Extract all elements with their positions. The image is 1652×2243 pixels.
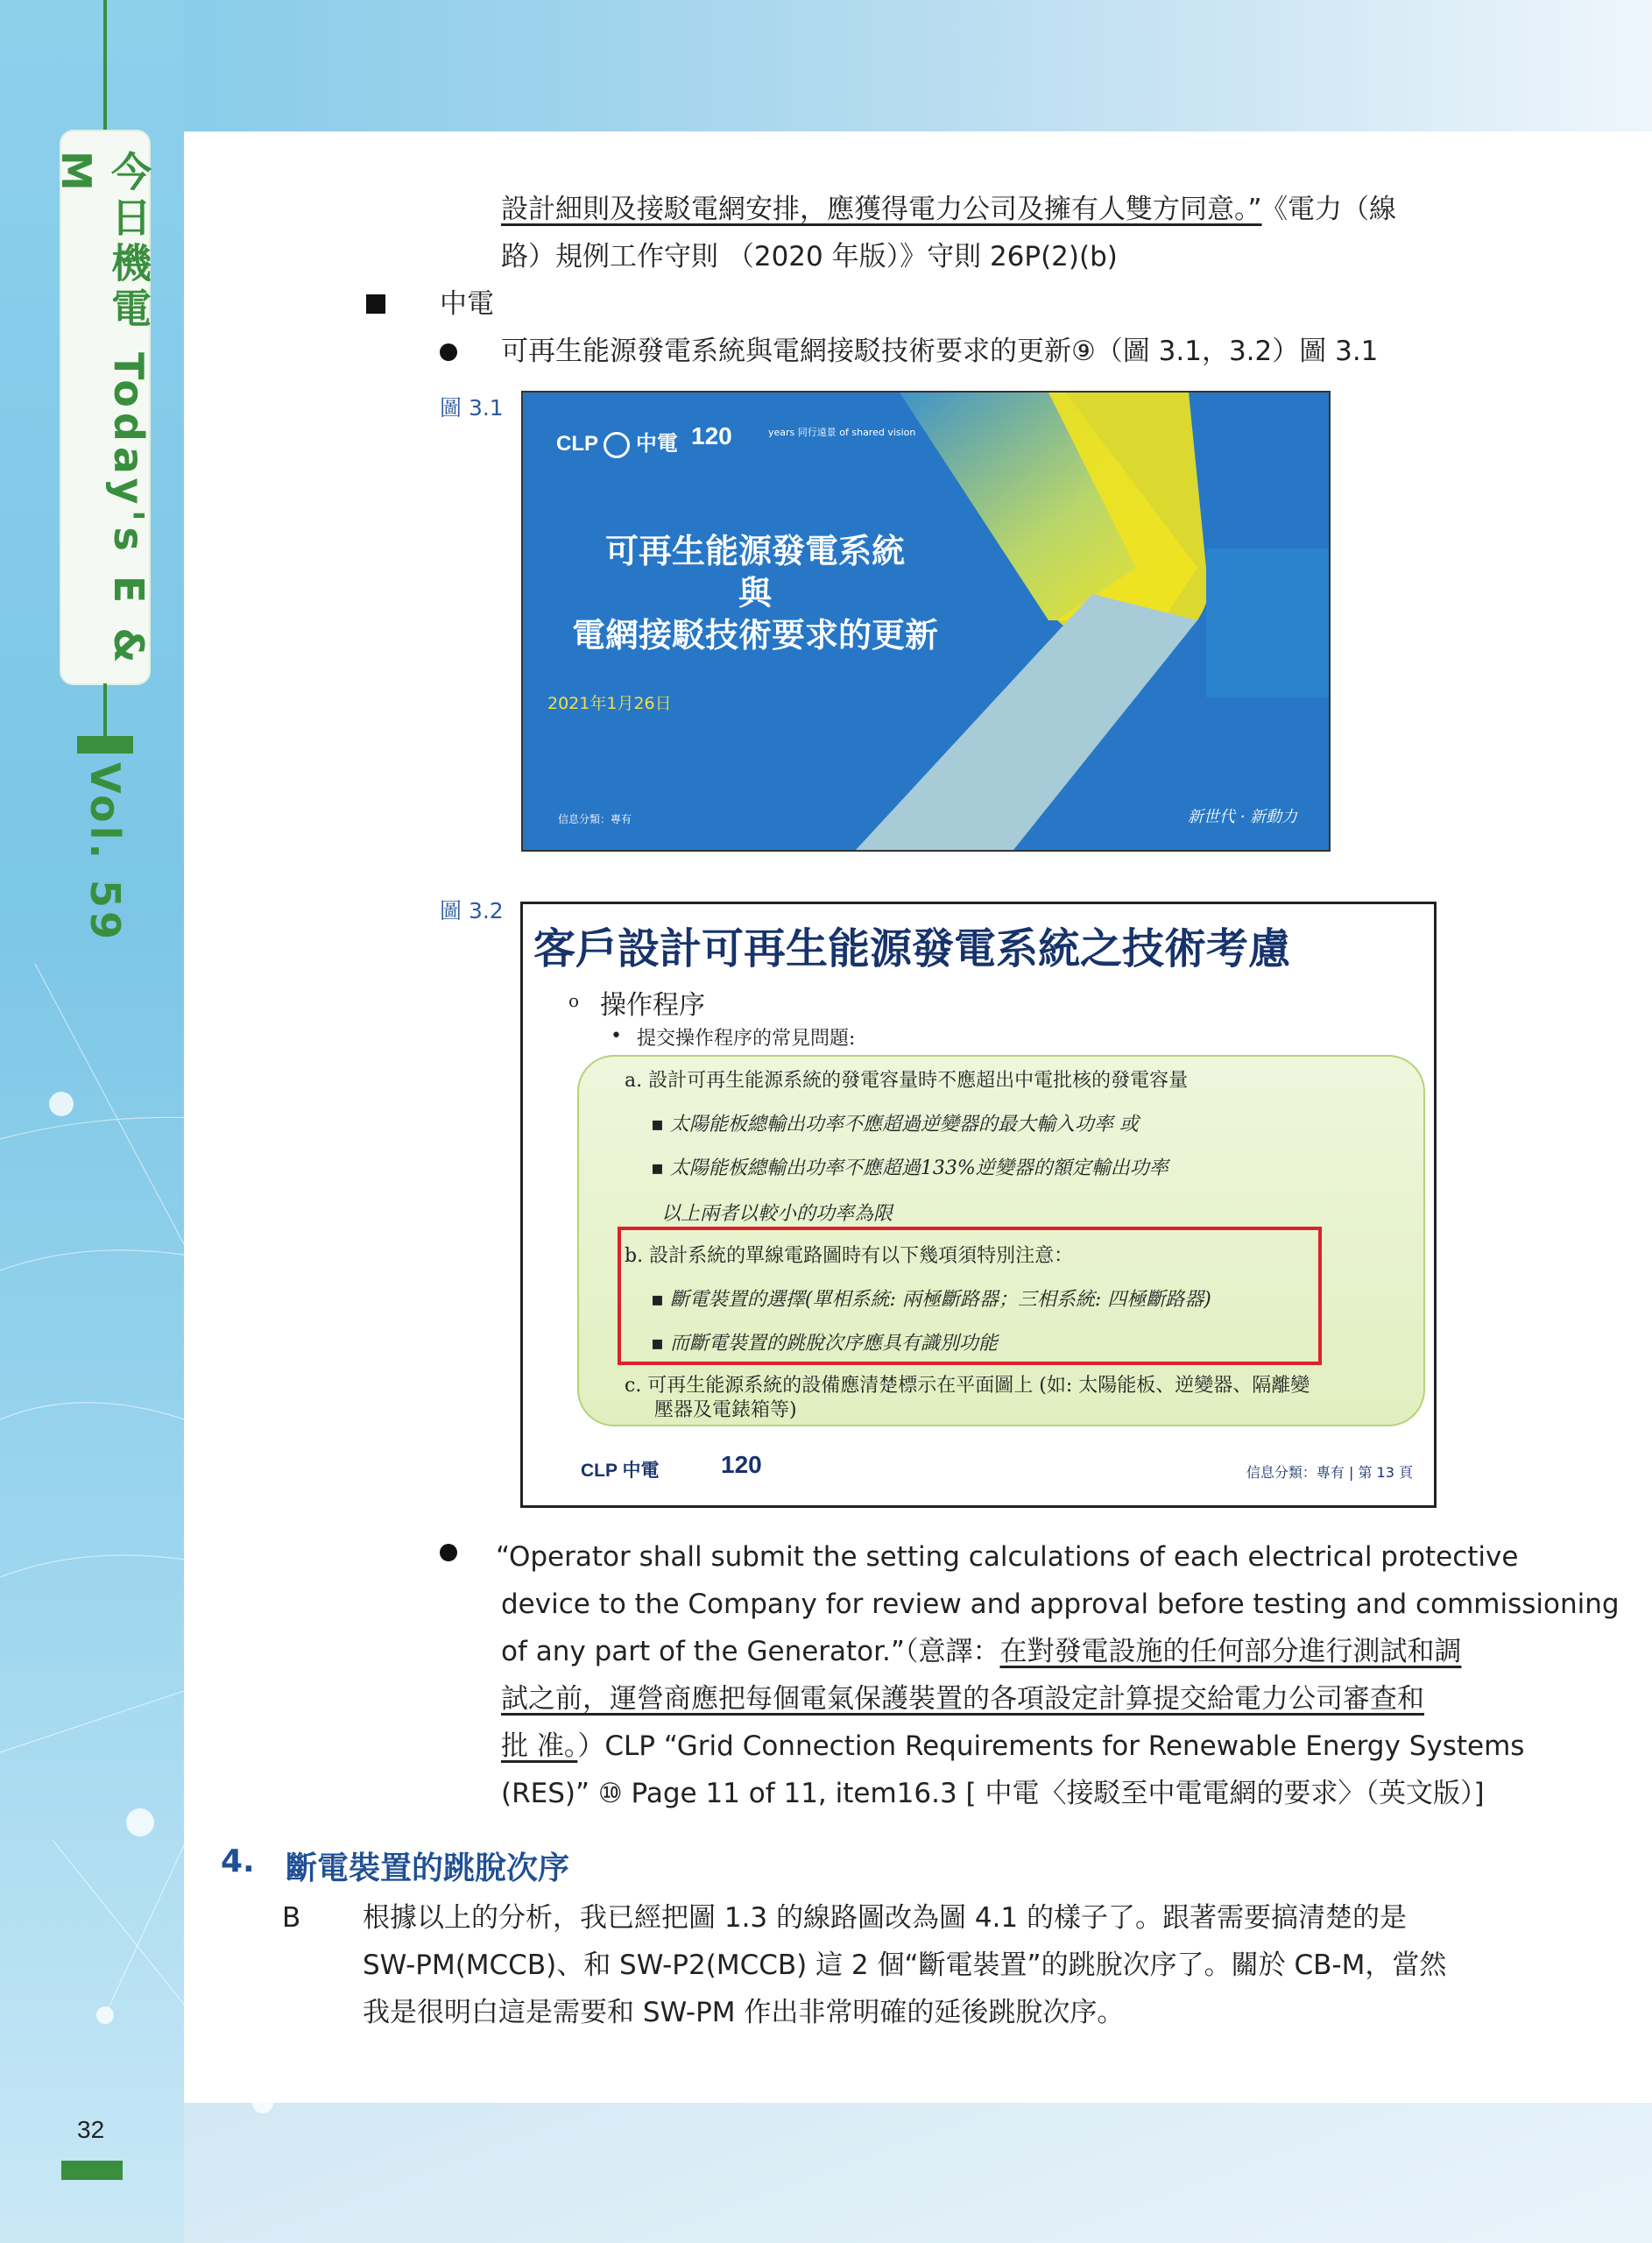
item-c-line-1: c. 可再生能源系統的設備應清楚標示在平面圖上 (如: 太陽能板、逆變器、隔離變 [625,1375,1310,1397]
figure-label-3-1: 圖 3.1 [440,395,504,421]
item-a3: 以上兩者以較小的功率為限 [661,1203,893,1225]
intro-underlined: 設計細則及接駁電網安排，應獲得電力公司及擁有人雙方同意。” [501,194,1262,225]
volume-label: Vol. 59 [81,762,129,943]
page-number: 32 [77,2116,105,2143]
slide-classification: 信息分類：專有 [558,813,632,825]
slide-subheading: 操作程序 [600,990,705,1021]
sub-bullet: o [568,990,580,1011]
slide-slogan: 新世代 · 新動力 [1187,808,1297,826]
quote-line-3 [501,1628,1461,1675]
item-b2: ▪ 而斷電裝置的跳脫次序應具有識別功能 [651,1333,998,1355]
clp-logo [556,426,678,458]
faq-line: 提交操作程序的常見問題: [637,1028,856,1050]
section-4-number: 4. [221,1843,255,1879]
figure-label-3-2: 圖 3.2 [440,898,504,923]
clp-logo-zh: 中電 [635,432,678,456]
magazine-title: 今日機電 Today's E & M [53,151,152,669]
quote-line-2: device to the Company for review and approval before testing and commissioning [501,1588,1620,1620]
section-heading-clp: 中電 [440,288,494,320]
dot-bullet: • [611,1025,622,1047]
square-bullet [366,294,385,314]
quote-line-4: 試之前，運營商應把每個電氣保護裝置的各項設定計算提交給電力公司審查和 [501,1683,1424,1715]
page-number-bar [61,2161,123,2180]
round-bullet [440,1544,457,1561]
item-a2: ▪ 太陽能板總輸出功率不應超過133%逆變器的額定輸出功率 [651,1157,1168,1179]
slide-footer: 信息分類：專有 | 第 13 頁 [1246,1464,1413,1481]
slide-title-2: 與 [738,574,772,612]
item-b: b. 設計系統的單線電路圖時有以下幾項須特別注意： [625,1245,1074,1267]
quote-line-5b: ）CLP “Grid Connection Requirements for Renewable Energy Systems [577,1730,1525,1762]
sidebar-rule [103,683,107,736]
footer-logo: CLP 中電 [581,1461,660,1481]
quote-line-6: (RES)” ⑩ Page 11 of 11, item16.3 [ 中電〈接駁至中電電網的要求〉（英文版）] [501,1778,1485,1809]
slide-date: 2021年1月26日 [547,694,672,713]
paragraph-marker: B [282,1902,301,1934]
intro-line-2: 路）規例工作守則 （2020 年版）》守則 26P(2)(b) [501,241,1118,272]
sidebar-bar [77,736,133,754]
quote-line-1: “Operator shall submit the setting calculations of each electrical protective [496,1541,1519,1573]
intro-line-1 [501,186,1396,233]
round-bullet [440,343,457,361]
years-logo: 120 [691,422,732,449]
section-4-title: 斷電裝置的跳脫次序 [286,1850,570,1886]
quote-line-5 [501,1723,1524,1770]
intro-tail: 《電力（線 [1274,194,1397,225]
quote-line-5a: 批 准。 [501,1730,578,1762]
sidebar-rule [103,0,107,131]
section-4-line-1: 根據以上的分析，我已經把圖 1.3 的線路圖改為圖 4.1 的樣子了。跟著需要搞清楚的是 [363,1902,1408,1934]
item-a1: ▪ 太陽能板總輸出功率不應超過逆變器的最大輸入功率 或 [651,1114,1139,1136]
clp-logo-text: CLP [556,432,598,456]
quote-line-3b: 在對發電設施的任何部分進行測試和調 [999,1636,1462,1667]
clp-bullet-1: 可再生能源發電系統與電網接駁技術要求的更新⑨（圖 3.1，3.2）圖 3.1 [501,336,1379,367]
footer-years-logo: 120 [721,1451,762,1478]
section-4-line-3: 我是很明白這是需要和 SW-PM 作出非常明確的延後跳脫次序。 [363,1997,1125,2028]
slide-title-1: 可再生能源發電系統 [604,532,905,570]
section-4-line-2: SW-PM(MCCB)、和 SW-P2(MCCB) 這 2 個“斷電裝置”的跳脫次序了。關於 CB-M，當然 [363,1949,1447,1981]
item-b1: ▪ 斷電裝置的選擇(單相系統: 兩極斷路器；三相系統: 四極斷路器) [651,1289,1211,1311]
years-logo-text: years 同行遠景 of shared vision [768,427,916,438]
slide-heading: 客戶設計可再生能源發電系統之技術考慮 [533,924,1291,973]
figure-3-2 [523,904,1434,1505]
header-band [0,0,1652,131]
item-a: a. 設計可再生能源系統的發電容量時不應超出中電批核的發電容量 [625,1070,1189,1092]
item-c-line-2: 壓器及電錶箱等) [654,1399,797,1421]
figure-3-1 [523,393,1329,850]
magazine-title-box [53,131,152,683]
slide-title-3: 電網接駁技術要求的更新 [571,616,938,655]
quote-line-3a: of any part of the Generator.”（意譯： [501,1636,1000,1667]
